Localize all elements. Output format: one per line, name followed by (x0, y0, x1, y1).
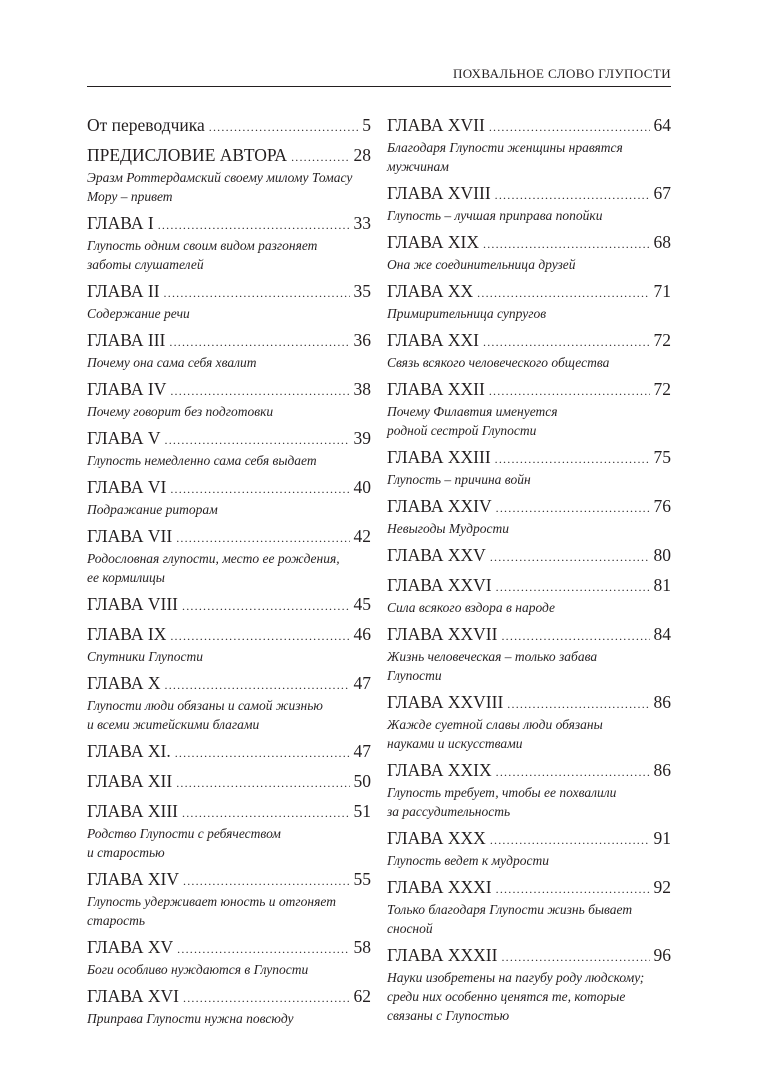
toc-entry (87, 143, 371, 206)
toc-entry-subtitle-line: среди них особенно ценятся те, которые (387, 989, 626, 1004)
toc-entry-subtitle-line: Глупости (387, 668, 442, 683)
toc-entry-page-number: 92 (653, 877, 671, 897)
toc-entry-heading (87, 113, 371, 138)
toc-entry-subtitle-line: Почему Филавтия именуется (387, 404, 558, 419)
toc-entry-heading (387, 377, 671, 402)
toc-entry (387, 758, 671, 821)
toc-entry-title: ГЛАВА II (87, 281, 160, 301)
toc-entry-title: ГЛАВА XXVII (387, 624, 498, 644)
toc-entry-page-number: 76 (653, 496, 671, 516)
toc-entry-subtitle-line: Глупость ведет к мудрости (387, 853, 549, 868)
dot-leader (170, 477, 349, 502)
toc-entry-heading (387, 113, 671, 138)
toc-entry-heading (87, 671, 371, 696)
toc-entry-heading (387, 543, 671, 568)
toc-entry-page-number: 91 (653, 828, 671, 848)
toc-entry-title: ГЛАВА IV (87, 379, 167, 399)
toc-entry (387, 494, 671, 538)
toc-entry-heading (387, 445, 671, 470)
toc-entry-title: ГЛАВА XXIV (387, 496, 492, 516)
toc-entry-heading (387, 230, 671, 255)
toc-entry-subtitle-line: науками и искусствами (387, 736, 523, 751)
dot-leader (182, 594, 349, 619)
toc-entry-subtitle-line: мужчинам (387, 159, 449, 174)
toc-entry-title: ГЛАВА VI (87, 477, 167, 497)
toc-entry-title: ГЛАВА XXXI (387, 877, 492, 897)
toc-entry-subtitle-line: Глупость – причина войн (387, 472, 531, 487)
toc-entry-page-number: 36 (353, 330, 371, 350)
toc-entry-subtitle-line: Почему она сама себя хвалит (87, 355, 257, 370)
dot-leader (501, 624, 649, 649)
dot-leader (496, 496, 650, 521)
dot-leader (170, 624, 349, 649)
toc-entry-page-number: 86 (653, 760, 671, 780)
toc-entry-title: ГЛАВА XIV (87, 869, 179, 889)
toc-entry-page-number: 39 (353, 428, 371, 448)
toc-entry-heading (387, 758, 671, 783)
toc-entry (387, 690, 671, 753)
toc-entry-page-number: 46 (353, 624, 371, 644)
toc-entry-page-number: 62 (353, 986, 371, 1006)
toc-entry (87, 475, 371, 519)
toc-entry-title: ГЛАВА XXII (387, 379, 485, 399)
toc-entry-page-number: 68 (653, 232, 671, 252)
toc-entry-subtitle-line: и старостью (87, 845, 165, 860)
toc-entry-heading (87, 211, 371, 236)
toc-entry-heading (387, 328, 671, 353)
dot-leader (175, 741, 350, 766)
toc-entry-subtitle-line: Эразм Роттердамский своему милому Томасу (87, 170, 353, 185)
toc-entry-title: ГЛАВА XVIII (387, 183, 491, 203)
toc-entry (87, 769, 371, 794)
toc-entry-title: ГЛАВА XXI (387, 330, 479, 350)
toc-entry (87, 671, 371, 734)
dot-leader (177, 937, 349, 962)
toc-column-left (87, 113, 371, 1028)
toc-entry (87, 592, 371, 617)
toc-entry (87, 799, 371, 862)
toc-entry-title: ГЛАВА XI. (87, 741, 171, 761)
dot-leader (496, 877, 650, 902)
toc-entry-heading (87, 769, 371, 794)
toc-entry-page-number: 72 (653, 330, 671, 350)
toc-entry-subtitle-line: старость (87, 913, 146, 928)
toc-entry-subtitle-line: связаны с Глупостью (387, 1008, 510, 1023)
toc-entry-heading (387, 943, 671, 968)
toc-entry-heading (87, 279, 371, 304)
toc-entry-title: ГЛАВА XIX (387, 232, 479, 252)
toc-entry (87, 867, 371, 930)
toc-entry-page-number: 50 (353, 771, 371, 791)
toc-entry-title: ГЛАВА XXIII (387, 447, 491, 467)
toc-entry-page-number: 55 (353, 869, 371, 889)
toc-entry (387, 181, 671, 225)
toc-entry (87, 211, 371, 274)
toc-entry-subtitle-line: заботы слушателей (87, 257, 204, 272)
toc-entry-heading (87, 524, 371, 549)
toc-entry-subtitle-line: Благодаря Глупости женщины нравятся (387, 140, 623, 155)
toc-entry-heading (387, 573, 671, 598)
toc-entry-subtitle-line: Глупости люди обязаны и самой жизнью (87, 698, 323, 713)
toc-entry-subtitle-line: Только благодаря Глупости жизнь бывает (387, 902, 633, 917)
toc-entry-title: ГЛАВА XVII (387, 115, 485, 135)
toc-entry-title: ГЛАВА IX (87, 624, 167, 644)
toc-entry-title: ГЛАВА XXX (387, 828, 486, 848)
toc-entry (87, 279, 371, 323)
toc-entry-page-number: 42 (353, 526, 371, 546)
dot-leader (170, 379, 349, 404)
toc-entry (87, 524, 371, 587)
toc-entry-heading (387, 494, 671, 519)
toc-column-right (387, 113, 671, 1025)
toc-entry-page-number: 86 (653, 692, 671, 712)
toc-entry-page-number: 81 (653, 575, 671, 595)
toc-entry-heading (87, 739, 371, 764)
toc-entry-title: ГЛАВА XVI (87, 986, 179, 1006)
toc-entry (387, 573, 671, 617)
toc-entry-title: ГЛАВА XX (387, 281, 474, 301)
dot-leader (164, 281, 350, 306)
toc-entry (387, 113, 671, 176)
toc-entry (87, 739, 371, 764)
toc-entry-page-number: 47 (353, 741, 371, 761)
toc-entry (387, 622, 671, 685)
toc-entry-subtitle-line: Содержание речи (87, 306, 190, 321)
toc-entry (87, 328, 371, 372)
toc-entry-page-number: 35 (353, 281, 371, 301)
toc-entry-title: ГЛАВА XIII (87, 801, 179, 821)
toc-entry-page-number: 58 (353, 937, 371, 957)
toc-entry-heading (387, 622, 671, 647)
toc-entry-subtitle-line: Глупость немедленно сама себя выдает (87, 453, 317, 468)
toc-entry-page-number: 75 (653, 447, 671, 467)
toc-entry-page-number: 47 (353, 673, 371, 693)
toc-entry-heading (387, 279, 671, 304)
toc-entry-title: ГЛАВА XXVI (387, 575, 492, 595)
toc-entry (87, 377, 371, 421)
toc-entry-page-number: 72 (653, 379, 671, 399)
toc-entry-subtitle-line: Подражание риторам (87, 502, 218, 517)
toc-entry-subtitle-line: Глупость – лучшая приправа попойки (387, 208, 603, 223)
toc-entry-subtitle-line: Сила всякого вздора в народе (387, 600, 556, 615)
toc-entry (387, 875, 671, 938)
toc-entry-title: ГЛАВА XII (87, 771, 173, 791)
dot-leader (165, 673, 350, 698)
toc-entry (387, 826, 671, 870)
dot-leader (183, 869, 350, 894)
toc-entry-heading (87, 475, 371, 500)
dot-leader (158, 213, 350, 238)
dot-leader (182, 801, 349, 826)
toc-entry-heading (87, 622, 371, 647)
toc-entry-subtitle-line: Глупость удерживает юность и отгоняет (87, 894, 336, 909)
toc-entry-subtitle-line: Боги особливо нуждаются в Глупости (87, 962, 309, 977)
toc-entry-page-number: 33 (353, 213, 371, 233)
toc-entry (87, 622, 371, 666)
toc-entry-heading (87, 143, 371, 168)
dot-leader (490, 828, 650, 853)
dot-leader (489, 379, 650, 404)
toc-entry-page-number: 28 (353, 145, 371, 165)
dot-leader (209, 115, 358, 140)
toc-entry-subtitle-line: Связь всякого человеческого общества (387, 355, 610, 370)
toc-entry (87, 426, 371, 470)
dot-leader (507, 692, 649, 717)
header-rule (87, 86, 671, 87)
toc-entry-subtitle-line: сносной (387, 921, 433, 936)
toc-entry-subtitle-line: Родство Глупости с ребячеством (87, 826, 281, 841)
toc-entry (387, 279, 671, 323)
toc-entry-page-number: 51 (353, 801, 371, 821)
toc-entry-title: ГЛАВА XXVIII (387, 692, 504, 712)
toc-entry-page-number: 67 (653, 183, 671, 203)
toc-entry-subtitle-line: и всеми житейскими благами (87, 717, 260, 732)
toc-entry-subtitle-line: Глупость требует, чтобы ее похвалили (387, 785, 617, 800)
toc-entry-heading (87, 867, 371, 892)
toc-entry-heading (387, 690, 671, 715)
toc-entry-title: ГЛАВА XXV (387, 545, 486, 565)
dot-leader (495, 447, 650, 472)
toc-entry-subtitle-line: Глупость одним своим видом разгоняет (87, 238, 318, 253)
toc-entry-title: От переводчика (87, 115, 205, 135)
toc-entry-title: ГЛАВА V (87, 428, 161, 448)
toc-entry (87, 935, 371, 979)
dot-leader (489, 115, 650, 140)
toc-entry-title: ГЛАВА XXIX (387, 760, 492, 780)
toc-entry-page-number: 38 (353, 379, 371, 399)
toc-entry-heading (387, 826, 671, 851)
toc-entry-subtitle-line: Жизнь человеческая – только забава (387, 649, 598, 664)
toc-entry-subtitle-line: Спутники Глупости (87, 649, 204, 664)
toc-entry-title: ГЛАВА X (87, 673, 161, 693)
toc-entry (387, 943, 671, 1025)
toc-entry-heading (87, 426, 371, 451)
dot-leader (483, 330, 650, 355)
toc-entry-subtitle-line: Приправа Глупости нужна повсюду (87, 1011, 294, 1026)
toc-entry-subtitle-line: ее кормилицы (87, 570, 165, 585)
dot-leader (495, 183, 650, 208)
toc-entry (387, 445, 671, 489)
toc-entry-subtitle-line: Жажде суетной славы люди обязаны (387, 717, 603, 732)
toc-entry-subtitle-line: Науки изобретены на пагубу роду людскому; (387, 970, 645, 985)
dot-leader (165, 428, 350, 453)
dot-leader (477, 281, 649, 306)
dot-leader (176, 771, 349, 796)
toc-entry (387, 328, 671, 372)
toc-entry-page-number: 64 (653, 115, 671, 135)
toc-entry-subtitle-line: Она же соединительница друзей (387, 257, 576, 272)
dot-leader (490, 545, 650, 570)
toc-entry-title: ГЛАВА I (87, 213, 154, 233)
toc-entry-heading (87, 799, 371, 824)
toc-entry-page-number: 5 (362, 115, 371, 135)
dot-leader (183, 986, 350, 1011)
toc-entry-heading (87, 935, 371, 960)
toc-entry-subtitle-line: Почему говорит без подготовки (87, 404, 274, 419)
dot-leader (501, 945, 649, 970)
toc-entry-heading (87, 328, 371, 353)
toc-entry-subtitle-line: родной сестрой Глупости (387, 423, 537, 438)
toc-entry-heading (87, 592, 371, 617)
dot-leader (291, 145, 349, 170)
toc-entry-title: ПРЕДИСЛОВИЕ АВТОРА (87, 145, 288, 165)
dot-leader (496, 575, 650, 600)
toc-entry-subtitle-line: Примирительница супругов (387, 306, 547, 321)
toc-entry (387, 543, 671, 568)
toc-entry-page-number: 40 (353, 477, 371, 497)
toc-entry (387, 230, 671, 274)
dot-leader (496, 760, 650, 785)
toc-entry (87, 984, 371, 1028)
toc-entry-subtitle-line: Невыгоды Мудрости (387, 521, 509, 536)
toc-entry-page-number: 80 (653, 545, 671, 565)
running-header: ПОХВАЛЬНОЕ СЛОВО ГЛУПОСТИ (453, 66, 671, 81)
toc-entry-heading (387, 181, 671, 206)
toc-entry-title: ГЛАВА III (87, 330, 166, 350)
toc-entry-page-number: 84 (653, 624, 671, 644)
toc-entry-subtitle-line: Родословная глупости, место ее рождения, (87, 551, 340, 566)
toc-entry-title: ГЛАВА XV (87, 937, 174, 957)
toc-entry-heading (87, 984, 371, 1009)
toc-entry-title: ГЛАВА VIII (87, 594, 179, 614)
toc-entry (387, 377, 671, 440)
toc-entry-subtitle-line: Мору – привет (87, 189, 173, 204)
toc-entry (87, 113, 371, 138)
dot-leader (169, 330, 349, 355)
toc-entry-title: ГЛАВА XXXII (387, 945, 498, 965)
toc-entry-page-number: 71 (653, 281, 671, 301)
dot-leader (483, 232, 650, 257)
toc-entry-heading (87, 377, 371, 402)
dot-leader (176, 526, 349, 551)
toc-entry-heading (387, 875, 671, 900)
toc-entry-subtitle-line: за рассудительность (387, 804, 511, 819)
toc-entry-page-number: 96 (653, 945, 671, 965)
toc-entry-title: ГЛАВА VII (87, 526, 173, 546)
toc-entry-page-number: 45 (353, 594, 371, 614)
